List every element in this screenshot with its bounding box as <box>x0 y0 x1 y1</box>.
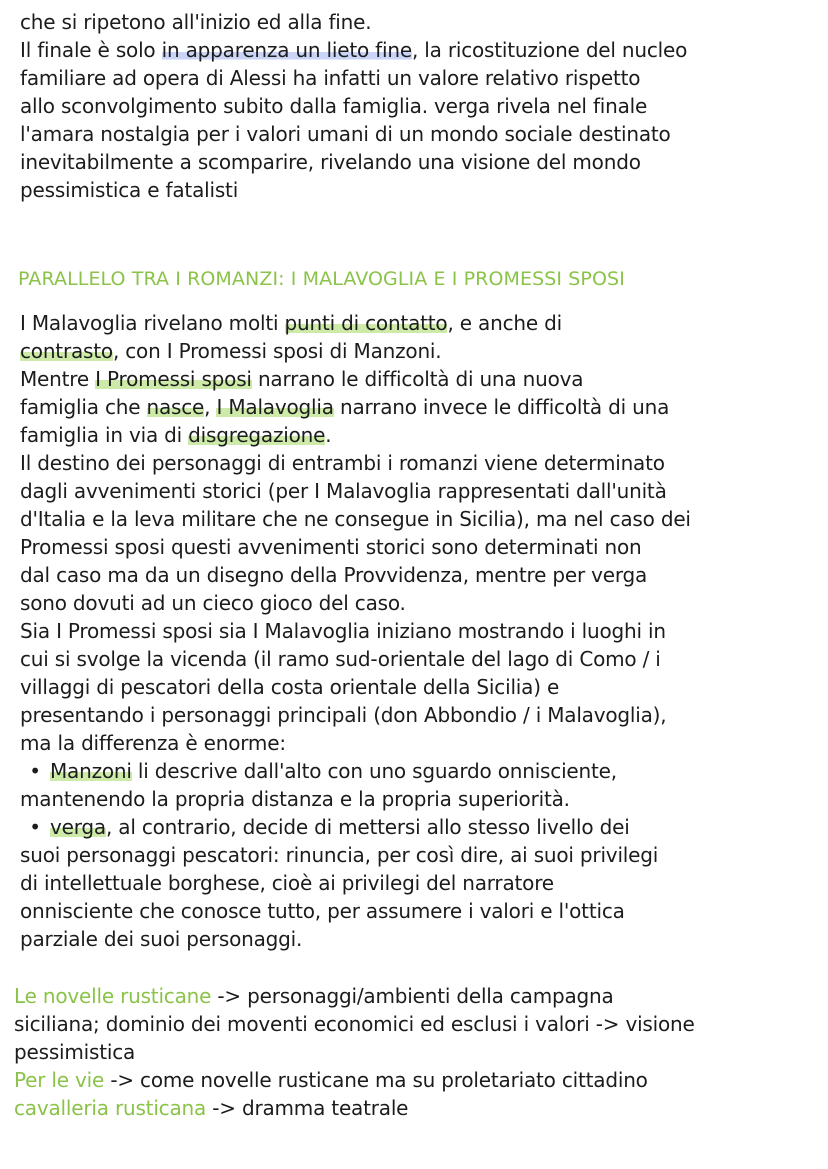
text-line: Il finale è solo in apparenza un lieto fine, la ricostituzione del nucleo <box>20 38 688 62</box>
text-line: che si ripetono all'inizio ed alla fine. <box>20 10 372 34</box>
highlight-green: contrasto <box>20 339 113 363</box>
bullet-icon: • <box>29 815 41 839</box>
highlight-green: verga <box>50 815 106 839</box>
text-line: presentando i personaggi principali (don Abbondio / i Malavoglia), <box>20 703 667 727</box>
text-line: mantenendo la propria distanza e la propria superiorità. <box>20 787 570 811</box>
text-line: I Malavoglia rivelano molti punti di contatto, e anche di <box>20 311 562 335</box>
text-line: cui si svolge la vicenda (il ramo sud-orientale del lago di Como / i <box>20 647 661 671</box>
highlight-green: disgregazione <box>188 423 326 447</box>
text-line: di intellettuale borghese, cioè ai privilegi del narratore <box>20 871 554 895</box>
text-line: sono dovuti ad un cieco gioco del caso. <box>20 591 406 615</box>
paragraph-novelle <box>14 982 695 1122</box>
text-line: famiglia che nasce, I Malavoglia narrano invece le difficoltà di una <box>20 395 670 419</box>
term-green: cavalleria rusticana <box>14 1096 207 1120</box>
term-green: Le novelle rusticane <box>14 984 212 1008</box>
text-line: Sia I Promessi sposi sia I Malavoglia iniziano mostrando i luoghi in <box>20 619 666 643</box>
text-line: Per le vie -> come novelle rusticane ma su proletariato cittadino <box>14 1068 648 1092</box>
text-line: inevitabilmente a scomparire, rivelando una visione del mondo <box>20 150 641 174</box>
text-line: contrasto, con I Promessi sposi di Manzoni. <box>20 339 442 363</box>
text-line: famiglia in via di disgregazione. <box>20 423 332 447</box>
highlight-green: I Promessi sposi <box>95 367 252 391</box>
text-line: Le novelle rusticane -> personaggi/ambienti della campagna <box>14 984 614 1008</box>
section-heading: PARALLELO TRA I ROMANZI: I MALAVOGLIA E I PROMESSI SPOSI <box>18 268 625 290</box>
bullet-icon: • <box>29 759 41 783</box>
text-line: villaggi di pescatori della costa orientale della Sicilia) e <box>20 675 560 699</box>
text-line: pessimistica <box>14 1040 136 1064</box>
text-line: allo sconvolgimento subito dalla famiglia. verga rivela nel finale <box>20 94 648 118</box>
highlight-green: Manzoni <box>50 759 132 783</box>
paragraph-parallelo <box>20 309 691 953</box>
term-green: Per le vie <box>14 1068 105 1092</box>
text-line: suoi personaggi pescatori: rinuncia, per così dire, ai suoi privilegi <box>20 843 659 867</box>
text-line: parziale dei suoi personaggi. <box>20 927 303 951</box>
paragraph-finale <box>20 8 687 204</box>
bullet-item: • Manzoni li descrive dall'alto con uno sguardo onnisciente, <box>20 757 691 785</box>
text-line: Mentre I Promessi sposi narrano le difficoltà di una nuova <box>20 367 584 391</box>
highlight-green: punti di contatto <box>284 311 448 335</box>
text-line: familiare ad opera di Alessi ha infatti un valore relativo rispetto <box>20 66 641 90</box>
highlight-green: I Malavoglia <box>216 395 334 419</box>
text-line: pessimistica e fatalisti <box>20 178 239 202</box>
bullet-item: • verga, al contrario, decide di mettersi allo stesso livello dei <box>20 813 691 841</box>
text-line: cavalleria rusticana -> dramma teatrale <box>14 1096 409 1120</box>
text-line: dagli avvenimenti storici (per I Malavoglia rappresentati dall'unità <box>20 479 667 503</box>
highlight-green: nasce <box>146 395 205 419</box>
text-line: dal caso ma da un disegno della Provvidenza, mentre per verga <box>20 563 648 587</box>
text-line: l'amara nostalgia per i valori umani di un mondo sociale destinato <box>20 122 671 146</box>
highlight-blue: in apparenza un lieto fine <box>161 38 412 62</box>
text-line: Promessi sposi questi avvenimenti storici sono determinati non <box>20 535 642 559</box>
text-line: Il destino dei personaggi di entrambi i romanzi viene determinato <box>20 451 665 475</box>
text-line: ma la differenza è enorme: <box>20 731 286 755</box>
text-line: onnisciente che conosce tutto, per assumere i valori e l'ottica <box>20 899 625 923</box>
text-line: siciliana; dominio dei moventi economici ed esclusi i valori -> visione <box>14 1012 695 1036</box>
text-line: d'Italia e la leva militare che ne consegue in Sicilia), ma nel caso dei <box>20 507 691 531</box>
